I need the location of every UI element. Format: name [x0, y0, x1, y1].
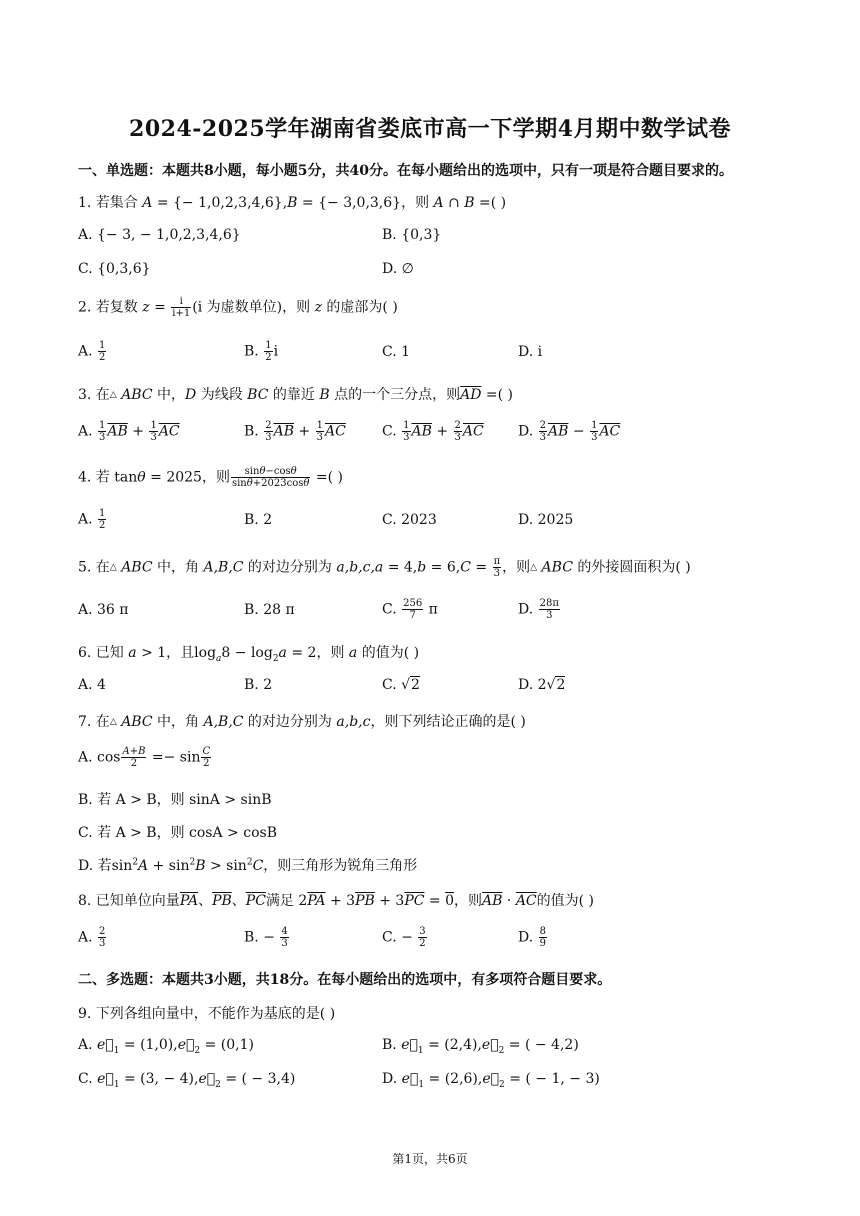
q5-option-c: C. $\frac{256}{7}$ π	[382, 598, 438, 621]
q3-option-d: D. $\frac{2}{3}$ $\overline{AB}$ − $\frac{1}{3}$ $\overline{AC}$	[518, 420, 621, 443]
q6-option-c: C. √2	[382, 677, 420, 693]
q8-option-b: B. − $\frac{4}{3}$	[244, 926, 288, 949]
q1-option-b: B. {0,3}	[382, 227, 442, 243]
q1-option-a: A. {− 3, − 1,0,2,3,4,6}	[78, 227, 241, 243]
q3-option-c: C. $\frac{1}{3}$ $\overline{AB}$ + $\frac{2}{3}$ $\overline{AC}$	[382, 420, 484, 443]
q9-option-a: A. $e⃗_1$ = $(1,0),e⃗_2 = (0,1)$	[78, 1037, 254, 1056]
q1-option-d: D. ∅	[382, 261, 414, 277]
q6-option-d: D. 2√2	[518, 677, 566, 693]
question-1: 1. 若集合 A = {− 1,0,2,3,4,6},B = {− 3,0,3,6}，则 A ∩ B =( )	[78, 195, 507, 211]
q4-option-c: C. 2023	[382, 512, 437, 528]
page-title: 2024-2025学年湖南省娄底市高一下学期4月期中数学试卷	[129, 116, 731, 142]
question-5: 5. 在△ ABC 中，角 A,B,C 的对边分别为 a,b,c,a = 4,b = 6,C = $\frac{\pi}{3}$ ，则△ ABC 的外接圆面积为( )	[78, 556, 691, 579]
q2-option-b: B. $\frac{1}{2}$ i	[244, 340, 279, 363]
page-footer: 第1页，共6页	[392, 1152, 468, 1166]
q3-option-b: B. $\frac{2}{3}$ $\overline{AB}$ + $\frac{1}{3}$ $\overline{AC}$	[244, 420, 346, 443]
question-2: 2. 若复数 z = $\frac{i}{i+1}$ (i 为虚数单位)，则 z 的虚部为( )	[78, 296, 398, 319]
q9-option-c: C. $e⃗_1 = (3$, − $4),e⃗_2$ = ( − 3,4)	[78, 1071, 296, 1090]
q5-option-b: B. 28 π	[244, 602, 295, 618]
q8-option-c: C. − $\frac{3}{2}$	[382, 926, 426, 949]
q1-option-c: C. {0,3,6}	[78, 261, 151, 277]
section-heading-single-choice: 一、单选题：本题共8小题，每小题5分，共40分。在每小题给出的选项中，只有一项是符合题目要求的。	[78, 163, 733, 179]
q2-option-a: A. $\frac{1}{2}$	[78, 340, 106, 363]
q5-option-d: D. $\frac{28\pi}{3}$	[518, 598, 559, 621]
q5-option-a: A. 36 π	[78, 602, 129, 618]
question-3: 3. 在△ ABC 中，D 为线段 BC 的靠近 B 点的一个三分点，则$\overline{AD}$ =( )	[78, 387, 513, 403]
q9-option-b: B. $e⃗_1$ = $(2,4),e⃗_2$ = ( − 4,2)	[382, 1037, 579, 1056]
q6-option-a: A. 4	[78, 677, 106, 693]
q7-option-c: C. 若 A > B，则 cosA > cosB	[78, 825, 277, 841]
question-8: 8. 已知单位向量$\overline{PA}$、$\overline{PB}$、$\overline{PC}$满足 $2\overline{PA} + 3\overline{PB} + 3\overline{PC} = 0$，则$\overline{AB} \cdot \overline{AC}$的值为( )	[78, 893, 595, 909]
question-7: 7. 在△ ABC 中，角 A,B,C 的对边分别为 a,b,c，则下列结论正确的是( )	[78, 714, 526, 730]
q2-option-d: D. i	[518, 344, 543, 360]
q8-option-d: D. $\frac{8}{9}$	[518, 926, 547, 949]
question-9: 9. 下列各组向量中，不能作为基底的是( )	[78, 1006, 336, 1022]
q8-option-a: A. $\frac{2}{3}$	[78, 926, 106, 949]
q4-option-b: B. 2	[244, 512, 273, 528]
q7-option-d: D. 若$\sin^2A + \sin^2B > \sin^2C$，则三角形为锐角三角形	[78, 857, 418, 874]
q6-option-b: B. 2	[244, 677, 273, 693]
q4-option-d: D. 2025	[518, 512, 574, 528]
q2-option-c: C. 1	[382, 344, 411, 360]
q7-option-a: A. cos $\frac{A+B}{2}$ =− sin $\frac{C}{2}$	[78, 746, 211, 769]
q9-option-d: D. $e⃗_1$ = $(2,6),e⃗_2$ = ( − 1, − 3)	[382, 1071, 600, 1090]
question-6: 6. 已知 a > 1，且$\log_a8 - \log_2a = 2$，则 a 的值为( )	[78, 645, 420, 664]
question-4: 4. 若 tanθ = 2025，则 $\frac{\sin\theta-\cos\theta}{\sin\theta+2023\cos\theta}$ =( )	[78, 466, 343, 489]
section-heading-multi-choice: 二、多选题：本题共3小题，共18分。在每小题给出的选项中，有多项符合题目要求。	[78, 972, 612, 988]
q3-option-a: A. $\frac{1}{3}$ $\overline{AB}$ + $\frac{1}{3}$ $\overline{AC}$	[78, 420, 180, 443]
q4-option-a: A. $\frac{1}{2}$	[78, 508, 106, 531]
q7-option-b: B. 若 A > B，则 sinA > sinB	[78, 792, 272, 808]
